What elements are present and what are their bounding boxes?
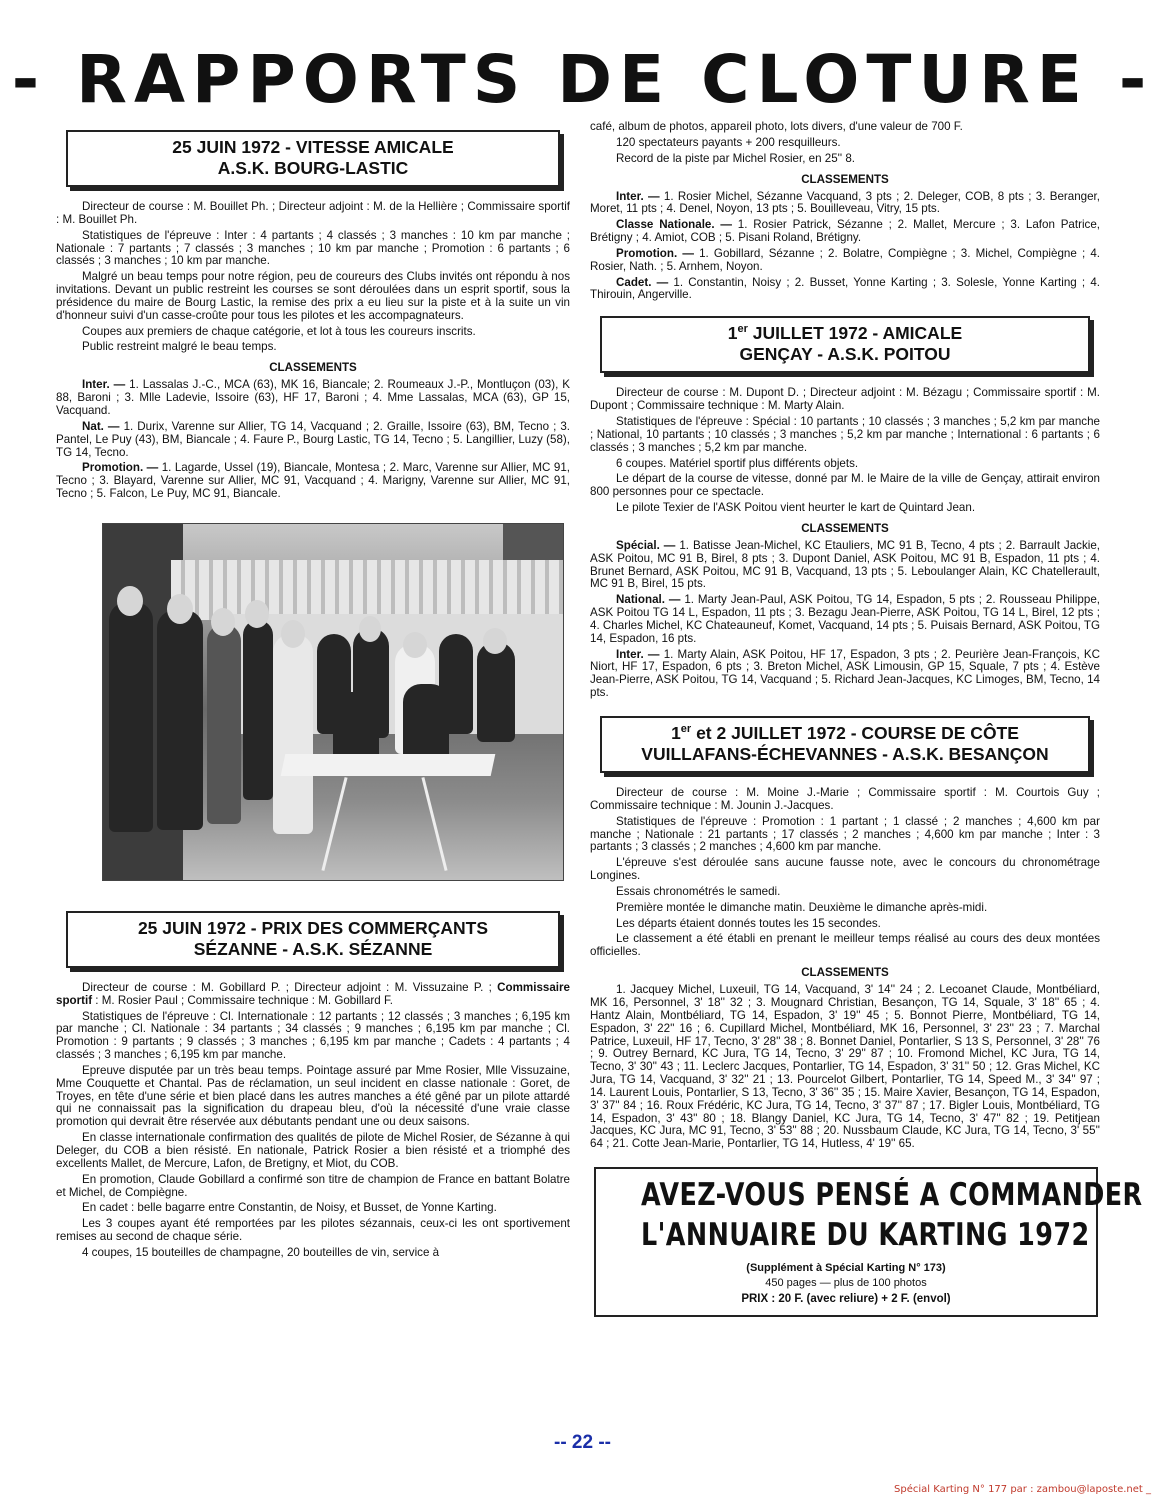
text-run: 1: [727, 323, 738, 344]
paragraph: Directeur de course : M. Dupont D. ; Directeur adjoint : M. Bézagu ; Commissaire sportif : M. Dupont ; Commissaire technique : M. Marty Alain.: [590, 386, 1100, 413]
paragraph: Les 3 coupes ayant été remportées par les pilotes sézannais, ceux-ci les ont sportivement remises au second de chaque série.: [56, 1217, 570, 1244]
group-photo: [102, 523, 564, 881]
photo-head: [359, 616, 381, 642]
photo-table-leg: [421, 777, 447, 871]
superscript: er: [680, 723, 692, 736]
page-title: - RAPPORTS DE CLOTURE -: [11, 41, 1154, 118]
classements-heading: CLASSEMENTS: [801, 172, 889, 186]
photo-person: [273, 634, 313, 834]
photo-table: [281, 754, 496, 776]
photo-person: [403, 684, 449, 764]
paragraph: Les départs étaient donnés toutes les 15 secondes.: [616, 916, 881, 930]
ad-headline-1: AVEZ-VOUS PENSÉ A COMMANDER: [641, 1177, 1143, 1214]
right-column: [590, 120, 1143, 1317]
photo-table-leg: [321, 777, 347, 871]
heading-line-2: VUILLAFANS-ÉCHEVANNES - A.S.K. BESANÇON: [641, 744, 1049, 764]
result-paragraph: [590, 277, 1100, 303]
section-heading-bourg-lastic: [66, 130, 560, 187]
result-paragraph: [590, 248, 1100, 274]
text-run: Directeur de course : M. Gobillard P. ; Directeur adjoint : M. Vissuzaine P. ;: [82, 980, 498, 994]
paragraph: 6 coupes. Matériel sportif plus différents objets.: [616, 456, 859, 470]
photo-head: [167, 594, 193, 624]
photo-head: [483, 628, 507, 654]
result-paragraph: [590, 219, 1100, 245]
paragraph: café, album de photos, appareil photo, lots divers, d'une valeur de 700 F.: [590, 120, 963, 133]
result-paragraph: [590, 594, 1100, 645]
result-paragraph: [590, 191, 1100, 217]
paragraph: Statistiques de l'épreuve : Spécial : 10 partants ; 10 classés ; 3 manches ; 5,2 km par manche ; National, 10 partants ; 10 classés ; 3 manches ; 5,2 km par manche ; International : 6 partants ; 6 classés ; 3 manches ; 5,2 km par manche.: [590, 414, 1100, 454]
photo-head: [281, 620, 305, 648]
superscript: er: [737, 323, 748, 336]
category-label: National. —: [616, 593, 681, 607]
paragraph: En cadet : belle bagarre entre Constantin, de Noisy, et Busset, de Yonne Karting.: [82, 1201, 497, 1215]
page-number: -- 22 --: [554, 1432, 611, 1453]
classements-heading: CLASSEMENTS: [801, 966, 889, 980]
category-label: Inter. —: [82, 378, 126, 392]
heading-line-2: A.S.K. BOURG-LASTIC: [217, 158, 409, 178]
category-label: Promotion. —: [82, 461, 159, 475]
section-heading-besancon: [600, 716, 1090, 773]
photo-person: [477, 642, 515, 742]
result-text: 1. Gobillard, Sézanne ; 2. Bolatre, Compiègne ; 3. Michel, Compiègne ; 4. Rosier, Nath. ; 5. Arnhem, Noyon.: [590, 246, 1100, 273]
paragraph: [56, 982, 570, 1008]
section-heading-gencay: [600, 316, 1090, 373]
photo-head: [211, 608, 235, 636]
heading-line-2: GENÇAY - A.S.K. POITOU: [739, 344, 951, 365]
paragraph: Le classement a été établi en prenant le meilleur temps réalisé au cours des deux montées officielles.: [590, 932, 1100, 959]
category-label: Promotion. —: [616, 246, 694, 260]
result-paragraph: [56, 462, 570, 501]
paragraph: Coupes aux premiers de chaque catégorie, et lot à tous les coureurs inscrits.: [82, 324, 476, 338]
footer-credit: Spécial Karting N° 177 par : zambou@laposte.net _: [894, 1484, 1151, 1495]
text-run: JUILLET 1972 - AMICALE: [747, 323, 963, 344]
result-text: 1. Durix, Varenne sur Allier, TG 14, Vacquand ; 2. Graille, Issoire (63), BM, Tecno ; 3. Pantel, Le Puy (43), BM, Biancale ; 4. Faure P., Bourg Lastic, TG 14, Tecno ; 5. Langillier, Luzy (58), TG 14, Tecno.: [56, 419, 570, 459]
result-text: 1. Lagarde, Ussel (19), Biancale, Montesa ; 2. Marc, Varenne sur Allier, MC 91, Tecno ; 3. Blayard, Varenne sur Allier, MC 91, Vacquand ; 4. Marigny, Varenne sur Allier, MC 91, Tecno ; 5. Falcon, Le Puy, MC 91, Biancale.: [56, 461, 570, 501]
photo-person: [157, 610, 203, 830]
text-run: et 2 JUILLET 1972 - COURSE DE CÔTE: [691, 723, 1019, 743]
paragraph: En promotion, Claude Gobillard a confirmé son titre de champion de France en battant Bolatre et Michel, de Compiègne.: [56, 1172, 570, 1199]
photo-person: [243, 620, 273, 800]
ad-price: PRIX : 20 F. (avec reliure) + 2 F. (envol): [741, 1293, 951, 1306]
photo-person: [333, 692, 379, 762]
result-text: 1. Marty Jean-Paul, ASK Poitou, TG 14, Espadon, 5 pts ; 2. Rousseau Philippe, ASK Poitou TG 14 L, Espadon, 11 pts ; 3. Bezagu Jean-Pierre, ASK Poitou, TG 14 L, Birel, 12 pts ; 4. Charles Michel, KC Chateauneuf, Komet, Vacquand, 14 pts ; 5. Puisais Bernard, ASK Poitou, TG 14, Espadon, 16 pts.: [590, 593, 1100, 645]
section-heading-sezanne: [66, 911, 560, 968]
paragraph: Directeur de course : M. Moine J.-Marie ; Commissaire sportif : M. Courtois Guy ; Commissaire technique : M. Jounin J.-Jacques.: [590, 786, 1100, 812]
paragraph: En classe internationale confirmation des qualités de pilote de Michel Rosier, de Sézanne à qui Deleger, du COB a bien résisté. En nationale, Patrick Rosier a bien résisté et a triomphé des excellents Mallet, de Mercure, Lafon, de Bretigny, et Miot, du COB.: [56, 1131, 570, 1170]
category-label: Classe Nationale. —: [616, 218, 732, 232]
heading-line-1: 25 JUIN 1972 - PRIX DES COMMERÇANTS: [137, 917, 489, 938]
result-text: 1. Marty Alain, ASK Poitou, HF 17, Espadon, 3 pts ; 2. Peurière Jean-François, KC Niort, HF 17, Espadon, 6 pts ; 3. Breton Michel, ASK Limousin, GP 15, Squale, 7 pts ; 4. Estève Jean-Pierre, ASK Poitou, TG 14, Vacquand ; 5. Richard Jean-Jacques, KC Limoges, BM, Tecno, 14 pts.: [590, 647, 1100, 700]
category-label: Spécial. —: [616, 538, 676, 552]
category-label: Inter. —: [616, 647, 660, 661]
paragraph: Statistiques de l'épreuve : Inter : 4 partants ; 4 classés ; 3 manches : 10 km par manche ; Nationale : 7 partants ; 7 classés ; 3 manches ; 10 km par manche ; Promotion : 6 partants ; 6 classés ; 3 manches ; 10 km par manche.: [56, 228, 570, 268]
result-paragraph: 1. Jacquey Michel, Luxeuil, TG 14, Vacquand, 3' 14'' 24 ; 2. Lecoanet Claude, Montbéliard, MK 16, Personnel, 3' 18'' 32 ; 3. Mougnard Christian, Besançon, TG 14, Squale, 3' 18'' 65 ; 4. Hantz Alain, Montbéliard, TG 14, Espadon, 3' 19'' 45 ; 5. Bonnot Pierre, Montbéliard, TG 14, Espadon, 3' 22'' 16 ; 6. Cupillard Michel, Montbéliard, MK 16, Personnel, 3' 23'' 23 ; 7. Marchal Patrice, Luxeuil, HF 17, Tecno, 3' 28'' 38 ; 8. Bonnet Daniel, Pontarlier, S 13 S, Personnel, 3' 28'' 76 ; 9. Outrey Bernard, KC Jura, TG 14, Tecno, 3' 29'' 87 ; 10. Fromond Michel, KC Jura, TG 14, Tecno, 3' 30'' 43 ; 11. Leclerc Jacques, Pontarlier, TG 14, Espadon, 3' 31'' 50 ; 12. Gras Michel, KC Jura, TG 14, Vacquand, 3' 32'' 21 ; 13. Pourcelot Gilbert, Pontarlier, TG 14, Speed M., 3' 34'' 97 ; 14. Laurent Louis, Pontarlier, S 13, Tecno, 3' 36'' 35 ; 15. Maire Xavier, Besançon, TG 14, Espadon, 3' 37'' 84 ; 16. Roux Frédéric, KC Jura, TG 14, Tecno, 3' 37'' 87 ; 17. Bigler Louis, Montbéliard, TG 14, Espadon, 3' 43'' 80 ; 18. Blangy Daniel, KC Jura, TG 14, Tecno, 3' 47'' 82 ; 19. Petitjean Jacques, KC Jura, MC 91, Tecno, 3' 53'' 88 ; 20. Nussbaum Claude, KC Jura, TG 14, Tecno, 3' 55'' 64 ; 21. Cotte Jean-Marie, Pontarlier, TG 14, Hutless, 4' 19'' 65.: [590, 983, 1100, 1151]
paragraph: Essais chronométrés le samedi.: [616, 884, 781, 898]
photo-head: [117, 586, 143, 616]
category-label: Cadet. —: [616, 275, 669, 289]
category-label: Nat. —: [82, 419, 120, 433]
paragraph: Public restreint malgré le beau temps.: [82, 340, 277, 354]
paragraph: 120 spectateurs payants + 200 resquilleurs.: [616, 135, 841, 149]
heading-line-1: 25 JUIN 1972 - VITESSE AMICALE: [172, 137, 454, 157]
result-text: 1. Lassalas J.-C., MCA (63), MK 16, Biancale; 2. Roumeaux J.-P., Montluçon (03), K 88, Baroni ; 3. Mlle Ladevie, Issoire (63), HF 17, Baroni ; 4. Mme Lassalas, MCA (63), GP 15, Vacquand.: [56, 378, 570, 417]
category-label: Inter. —: [616, 189, 660, 203]
paragraph: Record de la piste par Michel Rosier, en 25'' 8.: [616, 151, 856, 165]
left-column: [56, 125, 570, 1263]
result-text: 1. Constantin, Noisy ; 2. Busset, Yonne Karting ; 3. Solesle, Yonne Karting ; 4. Thirouin, Angerville.: [590, 275, 1100, 302]
result-paragraph: [590, 649, 1100, 700]
result-paragraph: [56, 379, 570, 418]
photo-person: [109, 602, 153, 832]
photo-head: [403, 632, 427, 658]
paragraph: Directeur de course : M. Bouillet Ph. ; Directeur adjoint : M. de la Hellière ; Commissaire sportif : M. Bouillet Ph.: [56, 200, 570, 226]
result-text: 1. Batisse Jean-Michel, KC Etauliers, MC 91 B, Tecno, 4 pts ; 2. Barrault Jackie, ASK Poitou, MC 91 B, Birel, 8 pts ; 3. Dupont Daniel, ASK Poitou, MC 91 B, Espadon, 11 pts ; 4. Brunet Bernard, ASK Poitou, MC 91 B, Vacquand, 13 pts ; 5. Leboulanger Alain, KC Chatellerault, MC 91 B, Birel, 15 pts.: [590, 538, 1100, 591]
photo-person: [207, 624, 241, 824]
text-run: 1: [671, 723, 681, 743]
result-text: 1. Rosier Patrick, Sézanne ; 2. Mallet, Mercure ; 3. Lafon Patrice, Brétigny ; 4. Amiot, COB ; 5. Pisani Roland, Brétigny.: [590, 218, 1101, 245]
paragraph: 4 coupes, 15 bouteilles de champagne, 20 bouteilles de vin, service à: [82, 1245, 440, 1259]
text-run: : M. Rosier Paul ; Commissaire technique : M. Gobillard F.: [92, 993, 393, 1007]
classements-heading: CLASSEMENTS: [269, 361, 357, 375]
paragraph: Statistiques de l'épreuve : Cl. Internationale : 12 partants ; 12 classés ; 3 manches ; 6,195 km par manche ; Cl. Nationale : 34 partants ; 34 classés ; 9 manches ; 6,195 km par manche ; Cl. Promotion : 9 partants ; 9 classés ; 3 manches ; 6,195 km par manche ; Cadets : 4 partants ; 4 classés ; 3 manches ; 6,195 km par manche.: [56, 1009, 570, 1062]
paragraph: Le départ de la course de vitesse, donné par M. le Maire de la ville de Gençay, attirait environ 800 personnes pour ce spectacle.: [590, 472, 1100, 499]
paragraph: L'épreuve s'est déroulée sans aucune fausse note, avec le concours du chronométrage Longines.: [590, 856, 1100, 883]
heading-line-1: [608, 323, 1082, 344]
ad-subtitle: (Supplément à Spécial Karting N° 173): [746, 1262, 946, 1275]
result-paragraph: [590, 540, 1100, 591]
paragraph: Première montée le dimanche matin. Deuxième le dimanche après-midi.: [616, 900, 988, 914]
paragraph: Epreuve disputée par un très beau temps. Pointage assuré par Mme Rosier, Mlle Vissuzaine, Mme Couquette et Chantal. Pas de réclamation, un seul incident en classe nationale : Goret, de Troyes, en tête d'une série et bien placé dans les autres manches a été gêné par un pilote attardé qui ne connaissait pas la signification du drapeau bleu, d'où la nécessité d'une vraie classe promotion qui devrait être réservée aux débutants pendant une ou deux saisons.: [56, 1063, 570, 1129]
photo-head: [245, 600, 269, 628]
classements-heading: CLASSEMENTS: [801, 521, 889, 535]
result-text: 1. Rosier Michel, Sézanne Vacquand, 3 pts ; 2. Deleger, COB, 8 pts ; 3. Beranger, Moret, 11 pts ; 4. Denel, Noyon, 13 pts ; 5. Bouilleveau, Vitry, 15 pts.: [590, 189, 1100, 216]
heading-line-1: [608, 723, 1082, 744]
text-run: Commissaire sportif: [56, 980, 570, 1007]
result-paragraph: [56, 421, 570, 460]
ad-details: 450 pages — plus de 100 photos: [765, 1277, 927, 1290]
annuaire-advertisement: [594, 1167, 1143, 1317]
ad-headline-2: L'ANNUAIRE DU KARTING 1972: [641, 1217, 1090, 1254]
heading-line-2: SÉZANNE - A.S.K. SÉZANNE: [193, 938, 433, 959]
paragraph: Statistiques de l'épreuve : Promotion : 1 partant ; 1 classé ; 2 manches ; 4,600 km par manche ; Nationale : 21 partants ; 17 classés ; 2 manches ; 4,600 km par manche ; Inter : 3 partants ; 3 classés ; 2 manches ; 4,600 km par manche.: [590, 814, 1100, 854]
paragraph: Le pilote Texier de l'ASK Poitou vient heurter le kart de Quintard Jean.: [616, 501, 976, 515]
paragraph: Malgré un beau temps pour notre région, peu de coureurs des Clubs invités ont répondu à nos invitations. Devant un public restreint les courses se sont déroulées dans un esprit sportif, sous la présidence du maire de Bourg Lastic, la remise des prix a eu lieu sur la piste et à la suite un vin d'honneur suivi d'un casse-croûte pour tous les pilotes et les accompagnateurs.: [56, 270, 570, 322]
